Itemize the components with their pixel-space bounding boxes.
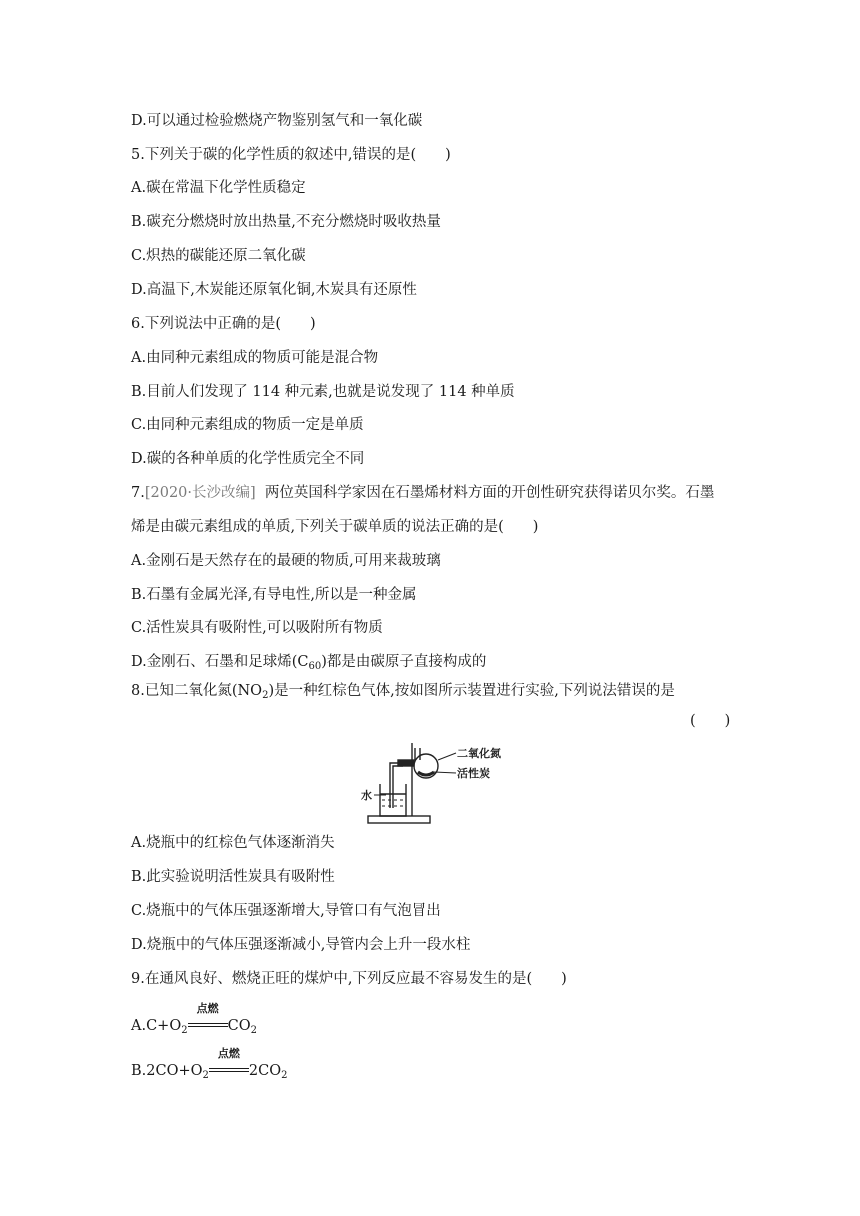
q5-option-d: D.高温下,木炭能还原氧化铜,木炭具有还原性 xyxy=(131,282,417,298)
q9-a-product: CO xyxy=(227,1018,251,1034)
q9-b-reactants: B.2CO+O xyxy=(131,1063,203,1079)
q9-option-a xyxy=(131,1002,257,1036)
reaction-arrow xyxy=(209,1047,249,1079)
reaction-arrow xyxy=(188,1002,228,1034)
q7-option-a: A.金刚石是天然存在的最硬的物质,可用来裁玻璃 xyxy=(131,553,441,569)
q5-option-a: A.碳在常温下化学性质稳定 xyxy=(131,180,306,196)
q9-b-p-sub: 2 xyxy=(281,1070,288,1081)
q4-option-d: D.可以通过检验燃烧产物鉴别氢气和一氧化碳 xyxy=(131,113,423,129)
q8-option-b: B.此实验说明活性炭具有吸附性 xyxy=(131,869,335,885)
activated-carbon xyxy=(418,772,434,775)
q7-source: [2020·长沙改编] xyxy=(144,485,256,501)
q6-option-d: D.碳的各种单质的化学性质完全不同 xyxy=(131,451,365,467)
label-water: 水 xyxy=(361,789,372,802)
apparatus-figure xyxy=(360,738,510,828)
q6-option-c: C.由同种元素组成的物质一定是单质 xyxy=(131,417,364,433)
q7-stem-line2: 烯是由碳元素组成的单质,下列关于碳单质的说法正确的是( ) xyxy=(131,519,539,535)
label-no2: 二氧化氮 xyxy=(457,747,501,760)
stand-base xyxy=(368,816,430,823)
q5-stem: 5.下列关于碳的化学性质的叙述中,错误的是( ) xyxy=(131,147,451,163)
q8-stem-sub: 2 xyxy=(262,690,269,701)
q8-option-d: D.烧瓶中的气体压强逐渐减小,导管内会上升一段水柱 xyxy=(131,937,471,953)
q9-b-o-sub: 2 xyxy=(202,1070,209,1081)
q9-option-b xyxy=(131,1047,288,1081)
q7-option-d-post: )都是由碳原子直接构成的 xyxy=(321,654,487,670)
q8-option-a: A.烧瓶中的红棕色气体逐渐消失 xyxy=(131,835,335,851)
q9-a-reactants: A.C+O xyxy=(131,1018,182,1034)
q7-option-d-sub: 60 xyxy=(308,661,322,672)
q7-option-b: B.石墨有金属光泽,有导电性,所以是一种金属 xyxy=(131,587,417,603)
delivery-tube xyxy=(390,763,400,808)
q8-stem xyxy=(131,681,675,701)
q9-a-o-sub: 2 xyxy=(181,1025,188,1036)
q7-stem-line1 xyxy=(131,483,714,503)
q9-stem: 9.在通风良好、燃烧正旺的煤炉中,下列反应最不容易发生的是( ) xyxy=(131,971,567,987)
q7-stem-text1: 两位英国科学家因在石墨烯材料方面的开创性研究获得诺贝尔奖。石墨 xyxy=(264,485,715,501)
q5-option-b: B.碳充分燃烧时放出热量,不充分燃烧时吸收热量 xyxy=(131,214,441,230)
q6-option-b: B.目前人们发现了 114 种元素,也就是说发现了 114 种单质 xyxy=(131,384,515,400)
q7-option-c: C.活性炭具有吸附性,可以吸附所有物质 xyxy=(131,620,383,636)
q8-stem-pre: 8.已知二氧化氮(NO xyxy=(131,683,263,699)
clamp xyxy=(398,760,414,766)
q9-b-product: 2CO xyxy=(248,1063,282,1079)
q7-number: 7. xyxy=(131,485,145,501)
condition-label: 点燃 xyxy=(196,1002,219,1015)
q8-stem-post: )是一种红棕色气体,按如图所示装置进行实验,下列说法错误的是 xyxy=(268,683,675,699)
q7-option-d-pre: D.金刚石、石墨和足球烯(C xyxy=(131,654,309,670)
q8-option-c: C.烧瓶中的气体压强逐渐增大,导管口有气泡冒出 xyxy=(131,903,441,919)
label-carbon: 活性炭 xyxy=(457,767,490,780)
condition-label: 点燃 xyxy=(217,1047,240,1060)
q6-option-a: A.由同种元素组成的物质可能是混合物 xyxy=(131,350,379,366)
q9-a-p-sub: 2 xyxy=(250,1025,257,1036)
q6-stem: 6.下列说法中正确的是( ) xyxy=(131,316,316,332)
q8-answer-paren: ( ) xyxy=(690,713,731,729)
q5-option-c: C.炽热的碳能还原二氧化碳 xyxy=(131,248,306,264)
q7-option-d xyxy=(131,652,486,672)
